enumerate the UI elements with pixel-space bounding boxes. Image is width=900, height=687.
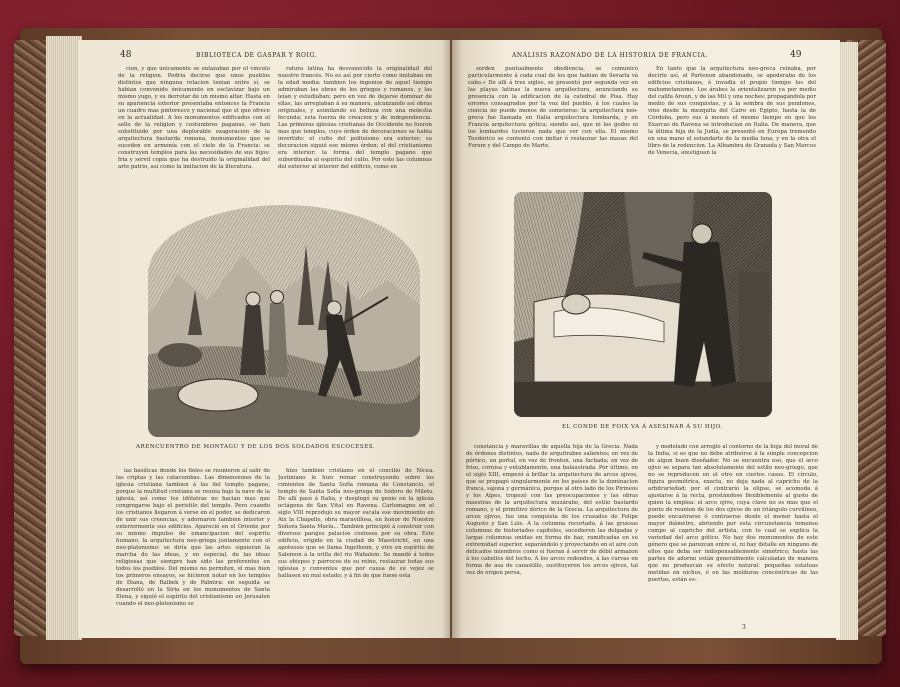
engraving-image [514,192,772,417]
book-gutter [442,40,462,638]
right-page [452,40,840,638]
page-edges-left [46,36,82,640]
printer-signature: 3 [742,624,746,631]
paragraph: las basílicas donde los fieles se reunieron al salir de las criptas y las catacumbas. Las dimensiones de la iglesia cristiana tambien á las del templo pagano, porque la multitud cristiana se reunia bajo la nave de la iglesia, así como los idólatras no hacian mas que congregarse bajo el peristilo del templo. Pero cuando los cristianos llegaron á verse en el poder, se dedicaron de unir sus creencias, y adornaron tambien interior y exteriormente sus edificios. Apareció en el Oriente por su mismo impulso de emancipacion del espíritu humano, la arquitectura neo-griega juntamente con el neo-platonismo: se diría que las artes siguieran la marcha de las ideas, y en especial, de las ideas religiosas que siempre han sido las preferentes en todos los pueblos. Del mismo no permiten, el mas bien los primeros ensayos, se hicieron notar en los templos de Diana, de Balbek y de Palmira: en seguida se desarrolló en la Siria en los monumentos de Santa Elena, y siguió el espíritu del cristianismo en Jerusalen cuando el neo-platonismo se [116,468,270,607]
running-head: BIBLIOTECA DE GASPAR Y ROIG. [196,52,318,59]
text-column [468,66,638,198]
engraving-image [148,205,420,437]
text-column [278,66,432,196]
paragraph: constancia y maravillas de aquella hija de la Grecia. Nada de órdenes distintos, nada de arquitrabes salientes; en vez de pórtico, un portal, en vez de fronton, una fachada; en vez de friso, cornisa y entablamento, una balaustrada. Por último, en el siglo XIII, empezó á brillar la arquitectura de arcos ojivos, que se propagó singularmente en los países de la dominacion franca, sajona y germánica, porque al otro lado de los Pirineos y los Alpes, tropezó con las preocupaciones y las obras maestras de la arquitectura muzárabe, del estilo bastardo romano, y el primitivo dórico de la Grecia. La arquitectura de arcos ojivos, fue una conquista de los cruzados de Felipe Augusto y San Luis. A la columna recortada, á las gruesas columnas de historiados capiteles, sucedieron las delgadas y largas columnas unidas en forma de haz, ramificadas en su extremidad superior, separándolo y proyectando en el aire con delicados miembros como si fueran á servir de débil armazon á los cabellos del techo. A los arcos redondos, á las curvas en forma de asa de canastillo, sustituyeron los arcos ojivos, tal vez de origen persa, [466,444,638,576]
paragraph: hizo también cristiano en el concilio de Nicea. Justiniano le hizo reinar construyendo sobre los cimientos de Santa Sofía romana de Constancio, el templo de Santa Sofía neo-griega de Isidoro de Mileto. De allí pasó á Italia, y desplegó su genio en la iglesia octágona de San Vital en Ravena. Carlomagno en el siglo VIII reprodujo su mayor escala ese movimiento en Aix la Chapelle, obra maravillosa, en honor de Nuestra Señora Santa María... Tambien principió á construir con diversos parajes palacios costosos por su obra. Este edificio, erigido en la ciudad de Maestricht, en una apoteosis que se llama Ingelheim, y otro en espíritu de Salomon á la orilla del rio Wahalem. Se mandó á todos sus obispos y párrocos de su reino, restaurar todas sus iglesias y conventos que por causa de su vejez se hallasen en mal estado; y á fin de que fuese esta [278,468,434,579]
left-page [78,40,450,638]
paragraph: y modelado con arreglo al contorno de la hoja del moral de la India, si es que no debe atribuirse á la simple concepcion de algun buen diseñador. No se encuentra eso, que el arco ojivo se separa tan absolutamente del estilo neo-griego, que no se reproducen en el otro en ciertos casos. El círculo, figura geométrica, exacta, no deja nada al capricho de la arbitrariedad; por el contrario la elipse, se acomoda á ajustarse á la recta, prestándose flexiblemente al gusto de quien la emplea: el arco ojivo, cuya clave no es mas que el punto de reunion de los dos ojivos de un triángulo curvilíneo, puede encastrarse ó contraerse desde el menor hasta el mayor diámetro, abriendo por esta circunstancia inmenso campo al capricho del artista, con lo cual se explica la variedad del arco gótico. No hay dos monumentos de este género que se parezcan entre sí, ni hay detalle en ninguno de ellos que deba ser indispensablemente simétrico; hasta las partes de adorno están generalmente calculadas de manera que no produzcan su efecto natural: pequeñas estatuas metidas en nichos, ó en las molduras concéntricas de las puertas, están es- [648,444,818,583]
paragraph: ratura latina ha desvanecido la originalidad del nuestro francés. No es así por cierto como imitaban en la edad media: tambien los ingenios de aquel tiempo admiraban las obras de los griegos y romanos, y las leían y estudiaban; pero en vez de dejarse dominar de ellas, las arreglaban á su manera, alcanzando así obras originales, y asimilando su belleza con una molestia fecunda; esta fuerza de creacion y de independencia. Las primeras iglesias cristianas de Occidente no fueron mas que templos, cuyo órden de decoraciones se habia invertido: el culto del politeísmo era exterior; su decoracion siguió ese mismo órden; el del cristianismo era interior; la forma del templo pagano que subordinaba al espíritu del culto. Por esto las columnas del exterior al interior del edificio, como en [278,66,432,170]
paragraph: sórden puntualmente obediencia, se comunicó particularmente á cada cual de los que habian de llevarla vá cabo.» De allí á tres siglos, se presentó por segunda vez en las playas latinas la nueva arquitectura, anunciando su presencia con la edificacion de la catedral de Pisa. Hay errores consagrados por la voz del pueblo, á los cuales la ciencia no puede menos de someterse: la arquitectura neo-greca fue llamada en Italia arquitectura lombarda, y en Francia arquitectura gótica; siendo así, que ni los godos ni los lombardos tuvieron nada que ver con ella. El mismo Teodorico se contentó con imitar ó restaurar las masas del Forum y del Campo de Marte. [468,66,638,149]
text-column [648,66,816,198]
page-number: 49 [790,50,802,60]
engraving-conde-de-foix [514,192,772,417]
illustration-caption: EL CONDE DE FOIX VA Á ASESINAR Á SU HIJO. [562,424,723,430]
engraving-montagu [148,205,420,437]
text-column [116,468,270,628]
page-number: 48 [120,50,132,60]
paragraph: En tanto que la arquitectura neo-greca reinaba, por decirlo así, el Partenon abandonado, se apoderaba de los edificios cristianos, é invadia el propio tiempo los del mahometanismo. Los árabes la orientalizaron ya por medio del califa Aroun, y de las Mil y una noches: propagándola por medio de sus conquistas, y á la sombra de sus pendones, vino desde la mezquita del Cairo en Egipto, hasta la de Córdoba, pero sus á menos el mismo tiempo en que los Exarcas de Ravena se introducian en Italia. De manera, que la última hija de la Judía, se presentó en Europa tremendo en una mano el estandarte de la media luna, y en la otra el libro de la redencion. La Alhambra de Granada y San Marcos de Venecia, atestiguan la [648,66,816,156]
illustration-caption: ARENCUENTRO DE MONTAGU Y DE LOS DOS SOLDADOS ESCOCESES. [136,444,376,450]
text-column [278,468,434,628]
paragraph: cion, y que únicamente se enlazaban por el vínculo de la religion. Podria decirse que unos pueblos distintos que ninguna relacion tenian entre sí, se habian convenido únicamente en esclavizar bajo un mismo yugo, y su derrotar de un mismo altar. Hasta en su apariencia exterior presentaba entonces la Francia un cuadro mas pintoresco y nacional que el que ofrece en la actualidad. A los monumentos edificados con el sello de la religion y costumbres paganas, se han substituido por una deplorable exageracion de la arquitectura bastarda romana, monumentos que se suceden en armonía con el cielo de la Francia: se construyen templos para las necesidades de sus hijos: fria y servil copia que ha destruido la originalidad del arte patrio, así como la imitacion de la literatura. [118,66,270,170]
running-head: ANÁLISIS RAZONADO DE LA HISTORIA DE FRANCIA. [512,52,708,59]
text-column [466,444,638,628]
text-column [648,444,818,620]
text-column [118,66,270,196]
